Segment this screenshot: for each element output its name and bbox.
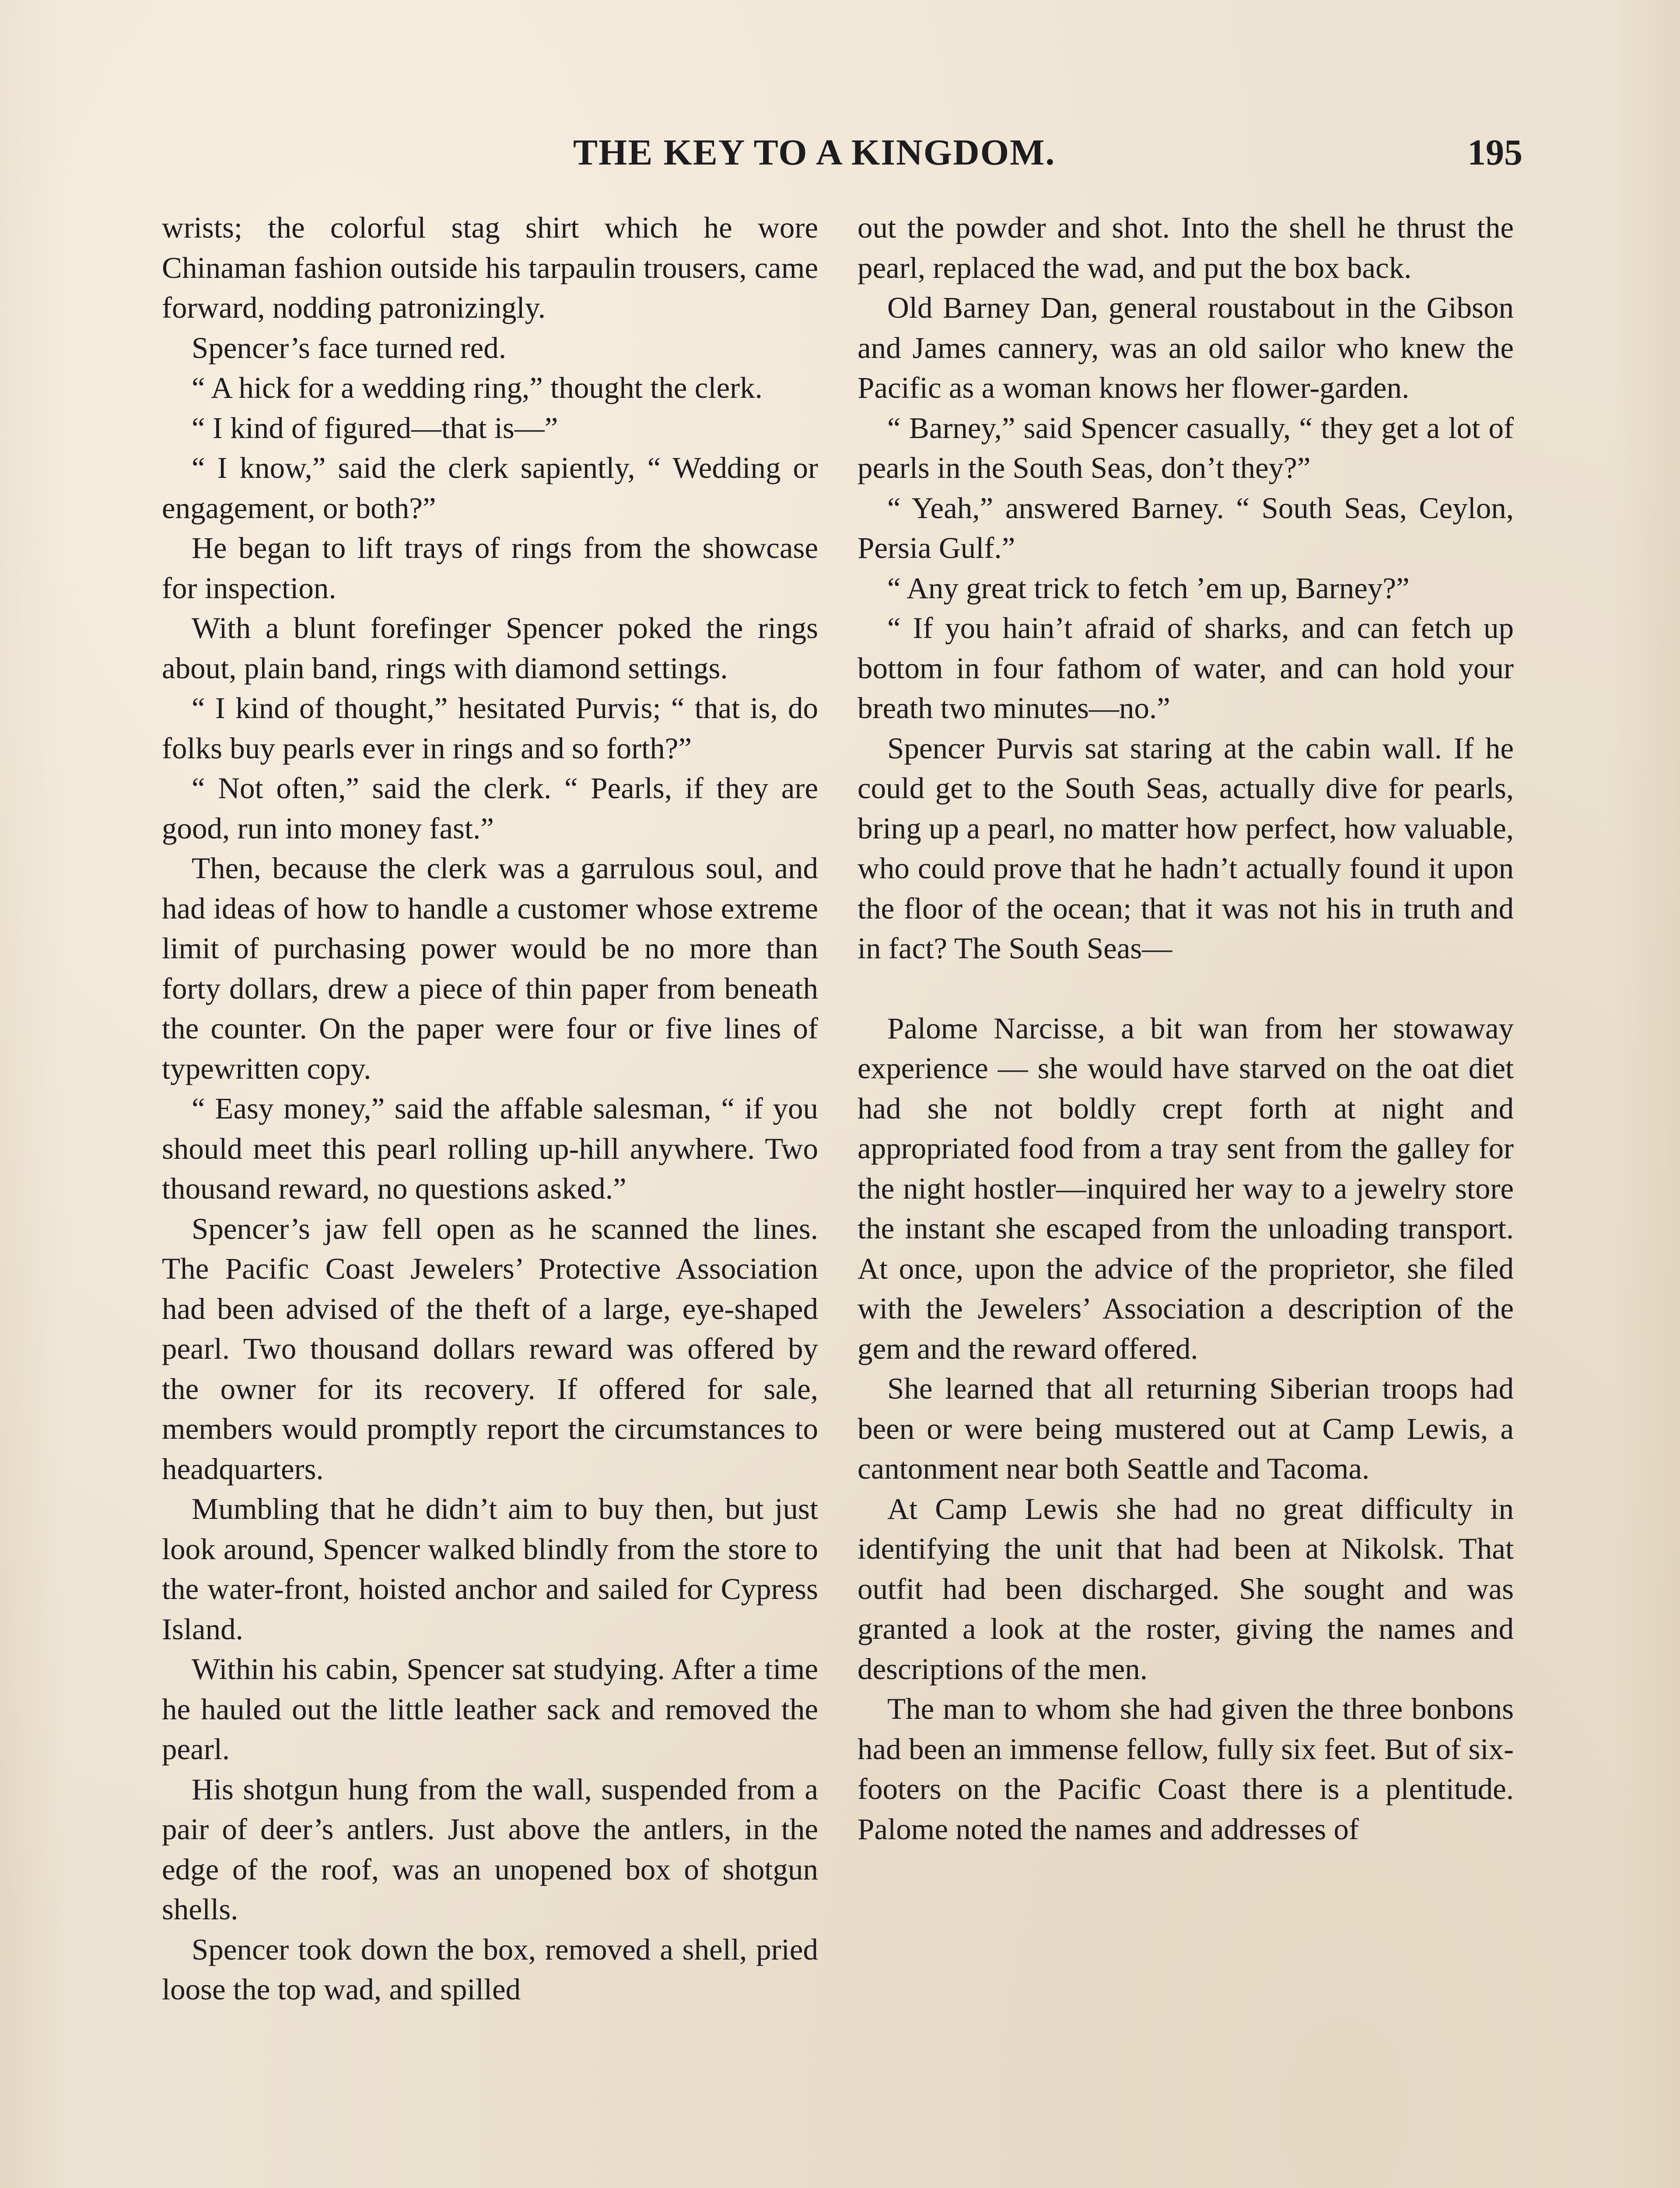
paragraph: wrists; the colorful stag shirt which he wore Chinaman fashion outside his tarpaulin trousers, came forward, nodding patronizingly. — [162, 211, 818, 324]
paragraph: “ Barney,” said Spencer casually, “ they get a lot of pearls in the South Seas, don’t they?” — [858, 411, 1514, 484]
page-number: 195 — [1467, 132, 1522, 173]
paragraph: “ Any great trick to fetch ’em up, Barney?” — [887, 571, 1410, 605]
paragraph: “ I kind of figured—that is—” — [192, 411, 558, 445]
paragraph: Palome Narcisse, a bit wan from her stowaway experience — she would have starved on the oat diet had she not boldly crept forth at night and appropriated food from a tray sent from the galley for the night hostler—inquired her way to a jewelry store the instant she escaped from the unloading transport. At once, upon the advice of the proprietor, she filed with the Jewelers’ Association a description of the gem and the reward offered. — [858, 1011, 1514, 1365]
paragraph: Spencer’s face turned red. — [192, 331, 507, 365]
paragraph: Within his cabin, Spencer sat studying. After a time he hauled out the little leather sack and removed the pearl. — [162, 1652, 818, 1766]
paragraph: out the powder and shot. Into the shell he thrust the pearl, replaced the wad, and put the box back. — [858, 211, 1514, 284]
running-header — [166, 131, 1522, 179]
paragraph: Spencer took down the box, removed a shell, pried loose the top wad, and spilled — [162, 1932, 818, 2006]
paragraph: Spencer’s jaw fell open as he scanned the lines. The Pacific Coast Jewelers’ Protective Association had been advised of the theft of a large, eye-shaped pearl. Two thousand dollars reward was offered by the owner for its recovery. If offered for sale, members would promptly report the circumstances to headquarters. — [162, 1212, 818, 1486]
paragraph: “ Not often,” said the clerk. “ Pearls, if they are good, run into money fast.” — [162, 771, 818, 845]
paragraph: Spencer Purvis sat staring at the cabin wall. If he could get to the South Seas, actually dive for pearls, bring up a pearl, no matter how perfect, how valuable, who could prove that he hadn’t actually found it upon the floor of the ocean; that it was not his in truth and in fact? The South Seas— — [858, 731, 1514, 965]
paragraph: Mumbling that he didn’t aim to buy then, but just look around, Spencer walked blindly from the store to the water-front, hoisted anchor and sailed for Cypress Island. — [162, 1492, 818, 1646]
paragraph: “ I know,” said the clerk sapiently, “ Wedding or engagement, or both?” — [162, 451, 818, 525]
paragraph: “ If you hain’t afraid of sharks, and can fetch up bottom in four fathom of water, and can hold your breath two minutes—no.” — [858, 611, 1514, 725]
paragraph: “ Yeah,” answered Barney. “ South Seas, Ceylon, Persia Gulf.” — [858, 491, 1514, 565]
paragraph: The man to whom she had given the three bonbons had been an immense fellow, fully six feet. But of six-footers on the Pacific Coast there is a plentitude. Palome noted the names and addresses of — [858, 1692, 1514, 1846]
paragraph: “ Easy money,” said the affable salesman, “ if you should meet this pearl rolling up-hill anywhere. Two thousand reward, no questions asked.” — [162, 1092, 818, 1205]
paragraph: At Camp Lewis she had no great difficulty in identifying the unit that had been at Nikolsk. That outfit had been discharged. She sought and was granted a look at the roster, giving the names and descriptions of the men. — [858, 1492, 1514, 1686]
paragraph: “ A hick for a wedding ring,” thought the clerk. — [192, 371, 763, 404]
paragraph: With a blunt forefinger Spencer poked the rings about, plain band, rings with diamond settings. — [162, 611, 818, 685]
running-title: THE KEY TO A KINGDOM. — [573, 132, 1056, 173]
paragraph: “ I kind of thought,” hesitated Purvis; “ that is, do folks buy pearls ever in rings and so forth?” — [162, 691, 818, 765]
left-column — [162, 208, 818, 2010]
paragraph: Then, because the clerk was a garrulous soul, and had ideas of how to handle a customer whose extreme limit of purchasing power would be no more than forty dollars, drew a piece of thin paper from beneath the counter. On the paper were four or five lines of typewritten copy. — [162, 852, 818, 1085]
paragraph: His shotgun hung from the wall, suspended from a pair of deer’s antlers. Just above the antlers, in the edge of the roof, was an unopened box of shotgun shells. — [162, 1772, 818, 1926]
right-column — [858, 208, 1514, 1849]
paragraph: She learned that all returning Siberian troops had been or were being mustered out at Camp Lewis, a cantonment near both Seattle and Tacoma. — [858, 1372, 1514, 1485]
paragraph: He began to lift trays of rings from the showcase for inspection. — [162, 531, 818, 605]
paragraph: Old Barney Dan, general roustabout in the Gibson and James cannery, was an old sailor who knew the Pacific as a woman knows her flower-garden. — [858, 291, 1514, 404]
